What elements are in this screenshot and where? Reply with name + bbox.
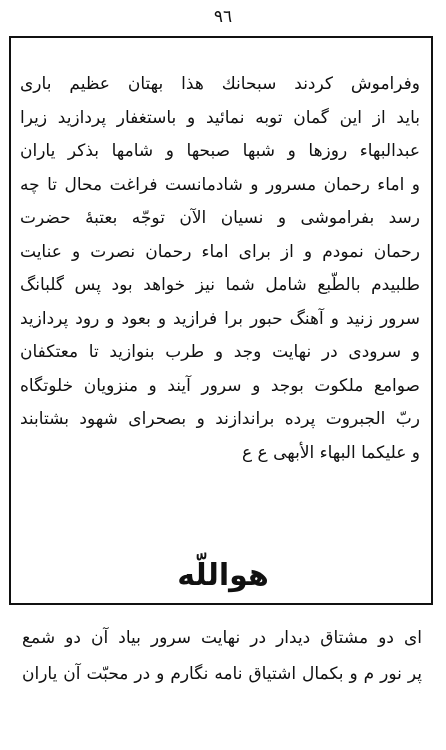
lower-text-block xyxy=(22,620,422,692)
text-line: باید از این گمان توبه نمائید و باستغفار پردازید زیرا xyxy=(20,107,420,128)
text-line: پر نور م و بکمال اشتیاق نامه نگارم و در محبّت آن یاران xyxy=(22,664,422,684)
text-line: ربّ الجبروت پرده براندازند و بصحرای شهود بشتابند xyxy=(20,409,420,429)
text-line: ای دو مشتاق دیدار در نهایت سرور بیاد آن دو شمع xyxy=(22,628,422,648)
section-heading: هواللّه xyxy=(177,558,269,593)
text-line: رحمان نمودم و از برای اماء رحمان نصرت و عنایت xyxy=(20,241,420,262)
page-number: ٩٦ xyxy=(213,7,233,27)
text-line: و اماء رحمان مسرور و شادمانست فراغت محال تا چه xyxy=(20,174,420,195)
text-line: رسد بفراموشی و نسیان الآن توجّه بعتبۀ حضرت xyxy=(20,208,420,228)
text-line-signature: و علیکما البهاء الأبهی ع ع xyxy=(241,442,420,463)
text-line: و سرودی در نهایت وجد و طرب بنوازید تا معتکفان xyxy=(20,342,420,362)
text-line: سرور زنید و آهنگ حبور برا فرازید و بعود و رود پردازید xyxy=(20,308,420,329)
text-line: طلبیدم بالطّبع شامل شما نیز خواهد بود پس گلبانگ xyxy=(20,275,420,295)
text-line: عبدالبهاء روزها و شبها صبحها و شامها بذکر یاران xyxy=(20,141,420,161)
main-text-block xyxy=(20,68,420,470)
text-line: صوامع ملکوت بوجد و سرور آیند و منزویان خلوتگاه xyxy=(20,375,420,396)
text-line: وفراموش کردند سبحانك هذا بهتان عظیم باری xyxy=(20,74,420,94)
